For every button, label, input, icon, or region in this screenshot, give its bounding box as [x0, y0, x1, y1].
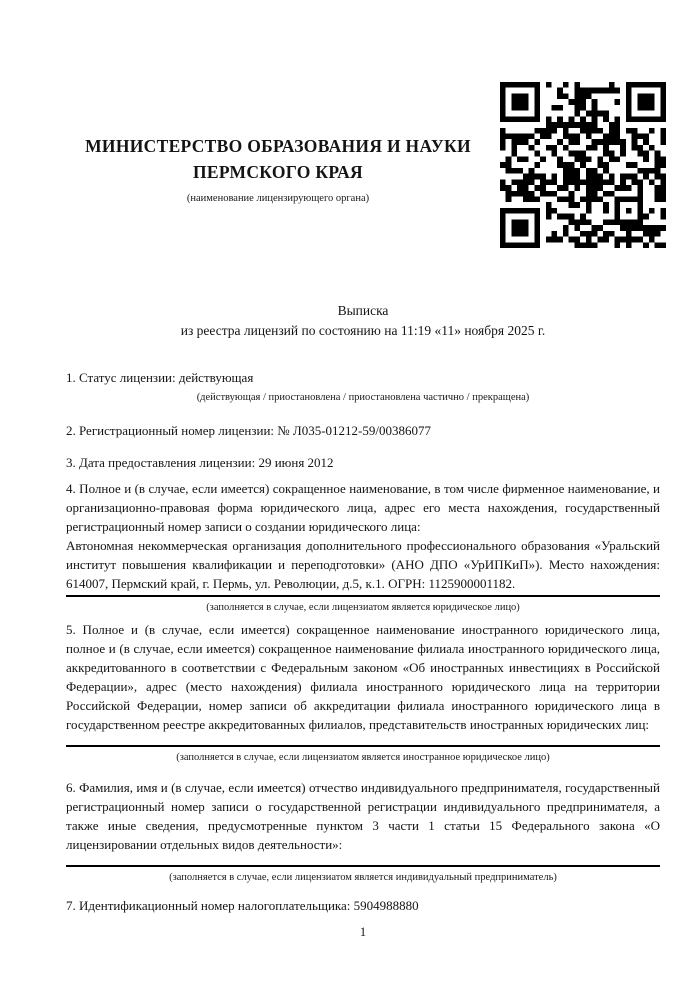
foreign-entity-blank-line: [66, 745, 660, 747]
foreign-entity-caption: (заполняется в случае, если лицензиатом является иностранное юридическое лицо): [176, 752, 550, 763]
ministry-caption: (наименование лицензирующего органа): [186, 193, 370, 204]
individual-entrepreneur-caption: (заполняется в случае, если лицензиатом является индивидуальный предприниматель): [169, 872, 557, 883]
licensing-authority-header: [66, 133, 490, 205]
legal-entity-caption: (заполняется в случае, если лицензиатом является юридическое лицо): [206, 602, 520, 613]
item-legal-entity: [66, 479, 660, 614]
legal-entity-value: Автономная некоммерческая организация дополнительного профессионального образования «Уральский институт повышения квалификации и переподготовки» (АНО ДПО «УрИПКиП»). Место нахождения: 614007, Пермский край, г. Пермь, ул. Революции, д.5, к.1. ОГРН: 1125900001182.: [66, 536, 660, 597]
item-registration-number: 2. Регистрационный номер лицензии: № Л035-01212-59/00386077: [66, 423, 432, 438]
item-grant-date: 3. Дата предоставления лицензии: 29 июня 2012: [66, 455, 334, 470]
license-status-caption: (действующая / приостановлена / приостановлена частично / прекращена): [196, 392, 530, 403]
item-license-status: [66, 368, 660, 404]
document-title: [66, 301, 660, 340]
document-title-line2: из реестра лицензий по состоянию на 11:19 «11» ноября 2025 г.: [180, 322, 546, 338]
ministry-name-line1: МИНИСТЕРСТВО ОБРАЗОВАНИЯ И НАУКИ: [85, 136, 471, 156]
item-foreign-entity: [66, 620, 660, 764]
item-individual-entrepreneur: [66, 778, 660, 884]
individual-entrepreneur-intro: 6. Фамилия, имя и (в случае, если имеется) отчество индивидуального предпринимателя, государственный регистрационный номер записи о государственной регистрации индивидуального предпринимателя, а также иные сведения, предусмотренные пунктом 3 части 1 статьи 15 Федерального закона «О лицензировании отдельных видов деятельности»:: [66, 780, 660, 852]
document-title-line1: Выписка: [337, 303, 389, 318]
foreign-entity-intro: 5. Полное и (в случае, если имеется) сокращенное наименование иностранного юридического лица, полное и (в случае, если имеется) сокращенное наименование филиала иностранного юридического лица, аккредитованного в соответствии с Федеральным законом «Об иностранных инвестициях в Российской Федерации», адрес (место нахождения) филиала иностранного юридического лица на территории Российской Федерации, номер записи об аккредитации филиала иностранного юридического лица в государственном реестре аккредитованных филиалов, представительств иностранных юридических лиц:: [66, 622, 660, 732]
item-taxpayer-id: 7. Идентификационный номер налогоплательщика: 5904988880: [66, 898, 419, 913]
qr-code-icon: [500, 82, 666, 248]
individual-entrepreneur-blank-line: [66, 865, 660, 867]
ministry-name-line2: ПЕРМСКОГО КРАЯ: [193, 162, 363, 182]
license-status-text: 1. Статус лицензии: действующая: [66, 370, 254, 385]
legal-entity-intro: 4. Полное и (в случае, если имеется) сокращенное наименование, в том числе фирменное наименование, и организационно-правовая форма юридического лица, адрес его места нахождения, государственный регистрационный номер записи о создании юридического лица:: [66, 481, 660, 534]
page-number: 1: [359, 925, 367, 939]
